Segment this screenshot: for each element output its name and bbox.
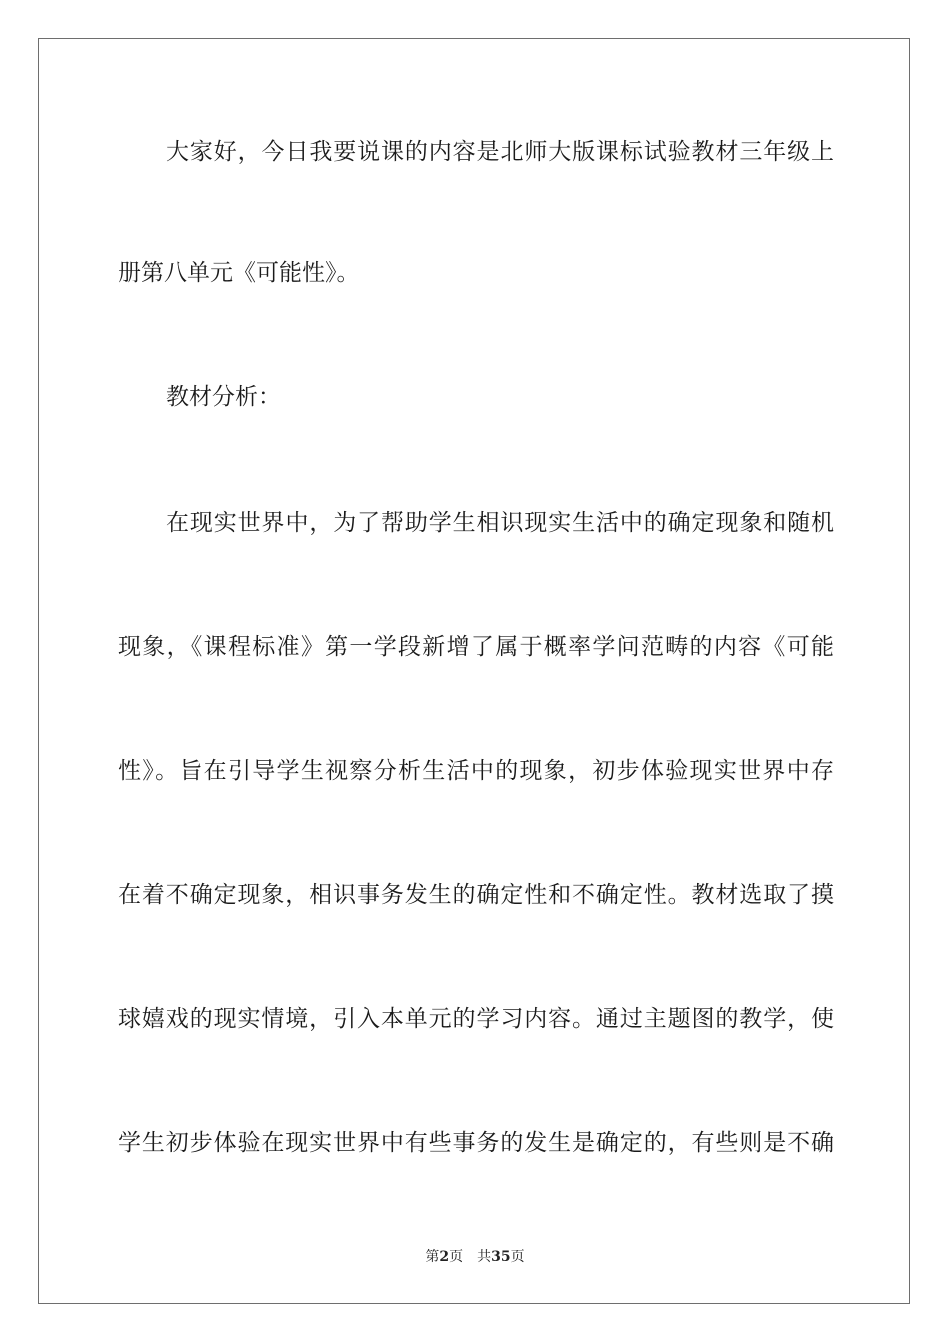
page-border — [38, 38, 910, 1304]
paragraph-2-line-3: 性》。旨在引导学生视察分析生活中的现象，初步体验现实世界中存 — [118, 758, 834, 784]
page-footer — [0, 1248, 950, 1266]
paragraph-1-line-1: 大家好，今日我要说课的内容是北师大版课标试验教材三年级上 — [166, 139, 834, 165]
paragraph-2-line-4: 在着不确定现象，相识事务发生的确定性和不确定性。教材选取了摸 — [118, 882, 834, 908]
page-suffix: 页 — [449, 1249, 464, 1265]
total-pages: 35 — [491, 1249, 511, 1265]
page-number: 2 — [439, 1249, 450, 1265]
paragraph-2-line-6: 学生初步体验在现实世界中有些事务的发生是确定的，有些则是不确 — [118, 1130, 834, 1156]
paragraph-2-line-5: 球嬉戏的现实情境，引入本单元的学习内容。通过主题图的教学，使 — [118, 1006, 834, 1032]
section-heading: 教材分析： — [166, 384, 281, 410]
paragraph-2-line-2: 现象，《课程标准》第一学段新增了属于概率学问范畴的内容《可能 — [118, 634, 834, 660]
page-prefix: 第 — [425, 1249, 440, 1265]
total-prefix: 共 — [477, 1249, 492, 1265]
paragraph-2-line-1: 在现实世界中，为了帮助学生相识现实生活中的确定现象和随机 — [166, 510, 834, 536]
paragraph-1-line-2: 册第八单元《可能性》。 — [118, 260, 360, 286]
total-suffix: 页 — [510, 1249, 525, 1265]
